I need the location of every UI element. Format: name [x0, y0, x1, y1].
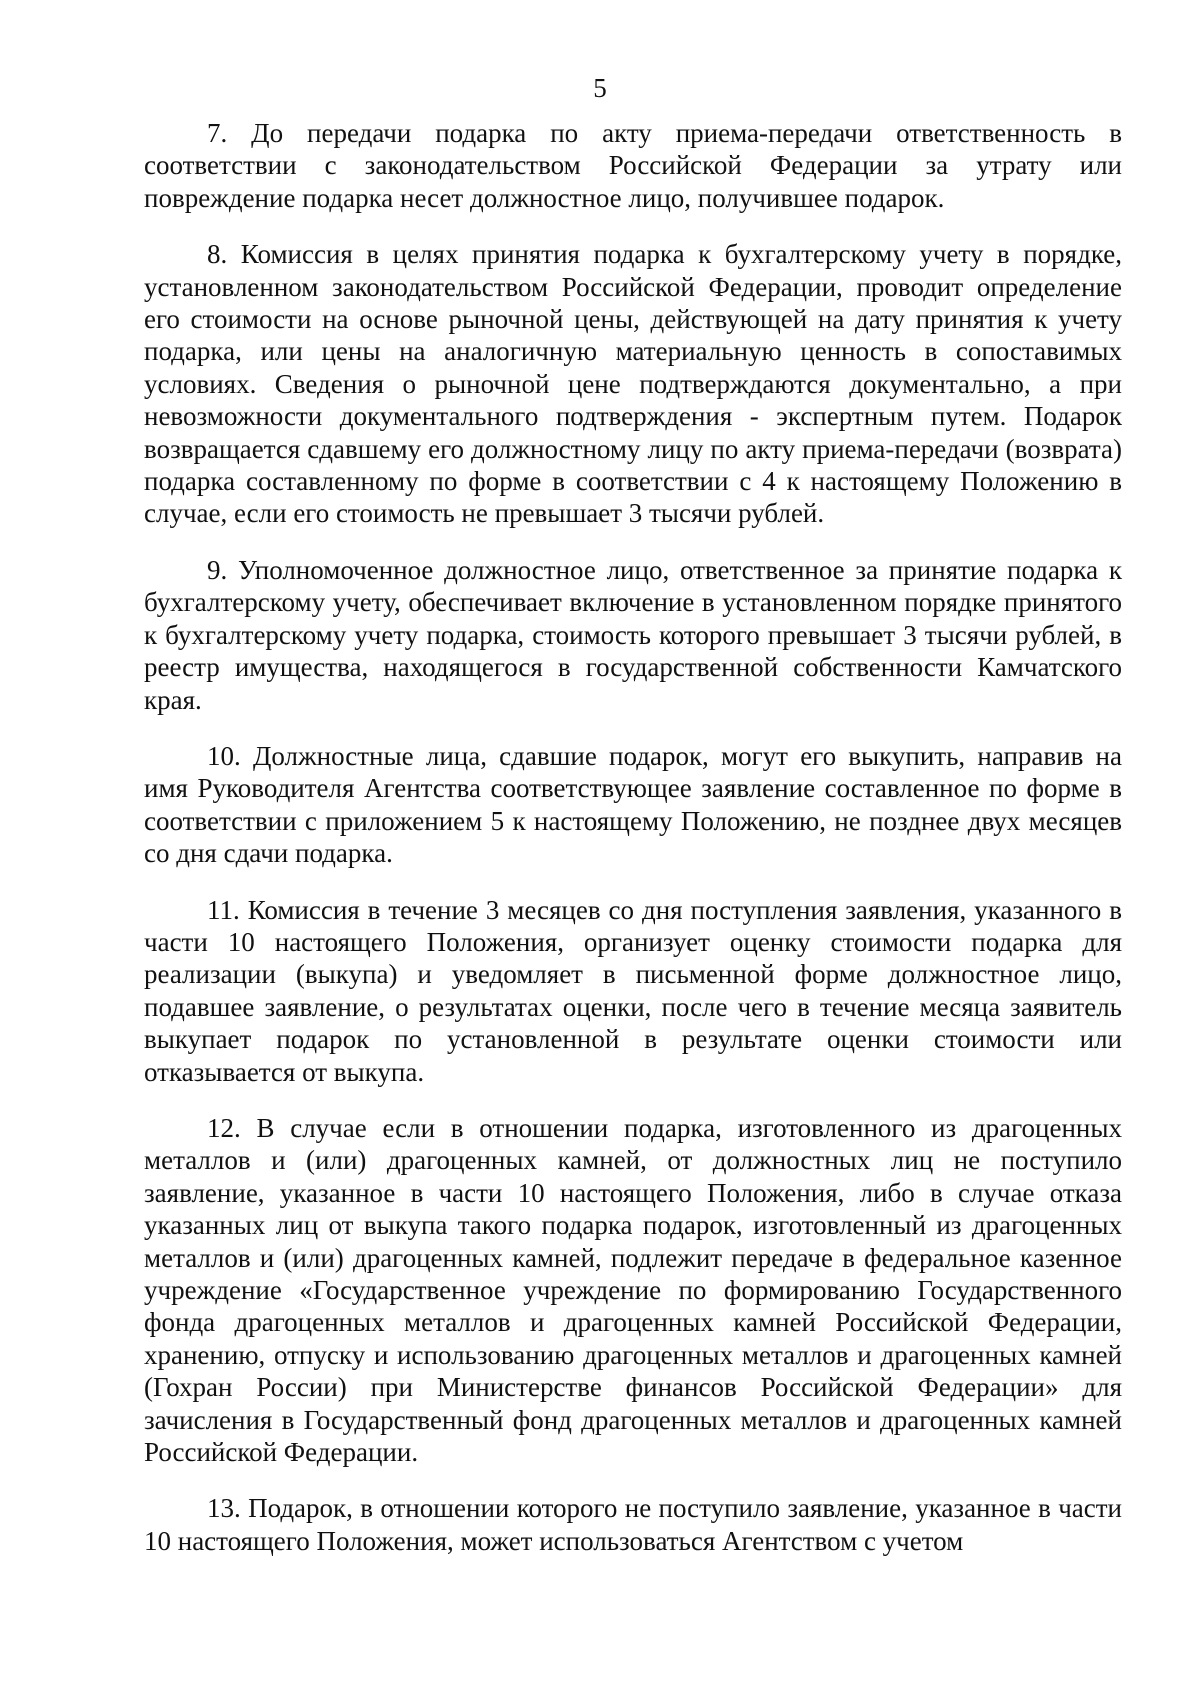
document-body [144, 117, 1122, 1581]
paragraph-8: 8. Комиссия в целях принятия подарка к бухгалтерскому учету в порядке, установленном законодательством Российской Федерации, проводит определение его стоимости на основе рыночной цены, действующей на дату принятия к учету подарка, или цены на аналогичную материальную ценность в сопоставимых условиях. Сведения о рыночной цене подтверждаются документально, а при невозможности документального подтверждения - экспертным путем. Подарок возвращается сдавшему его должностному лицу по акту приема-передачи (возврата) подарка составленному по форме в соответствии с 4 к настоящему Положению в случае, если его стоимость не превышает 3 тысячи рублей. [144, 239, 1122, 529]
paragraph-7: 7. До передачи подарка по акту приема-передачи ответственность в соответствии с законодательством Российской Федерации за утрату или повреждение подарка несет должностное лицо, получившее подарок. [144, 118, 1122, 213]
paragraph-11: 11. Комиссия в течение 3 месяцев со дня поступления заявления, указанного в части 10 настоящего Положения, организует оценку стоимости подарка для реализации (выкупа) и уведомляет в письменной форме должностное лицо, подавшее заявление, о результатах оценки, после чего в течение месяца заявитель выкупает подарок по установленной в результате оценки стоимости или отказывается от выкупа. [144, 894, 1122, 1087]
page-number: 5 [593, 73, 607, 103]
paragraph-9: 9. Уполномоченное должностное лицо, ответственное за принятие подарка к бухгалтерскому учету, обеспечивает включение в установленном порядке принятого к бухгалтерскому учету подарка, стоимость которого превышает 3 тысячи рублей, в реестр имущества, находящегося в государственной собственности Камчатского края. [144, 554, 1122, 715]
paragraph-13: 13. Подарок, в отношении которого не поступило заявление, указанное в части 10 настоящего Положения, может использоваться Агентством с учетом [144, 1493, 1122, 1556]
paragraph-10: 10. Должностные лица, сдавшие подарок, могут его выкупить, направив на имя Руководителя Агентства соответствующее заявление составленное по форме в соответствии с приложением 5 к настоящему Положению, не позднее двух месяцев со дня сдачи подарка. [144, 740, 1122, 869]
paragraph-12: 12. В случае если в отношении подарка, изготовленного из драгоценных металлов и (или) драгоценных камней, от должностных лиц не поступило заявление, указанное в части 10 настоящего Положения, либо в случае отказа указанных лиц от выкупа такого подарка подарок, изготовленный из драгоценных металлов и (или) драгоценных камней, подлежит передаче в федеральное казенное учреждение «Государственное учреждение по формированию Государственного фонда драгоценных металлов и драгоценных камней Российской Федерации, хранению, отпуску и использованию драгоценных металлов и драгоценных камней (Гохран России) при Министерстве финансов Российской Федерации» для зачисления в Государственный фонд драгоценных металлов и драгоценных камней Российской Федерации. [144, 1112, 1122, 1468]
